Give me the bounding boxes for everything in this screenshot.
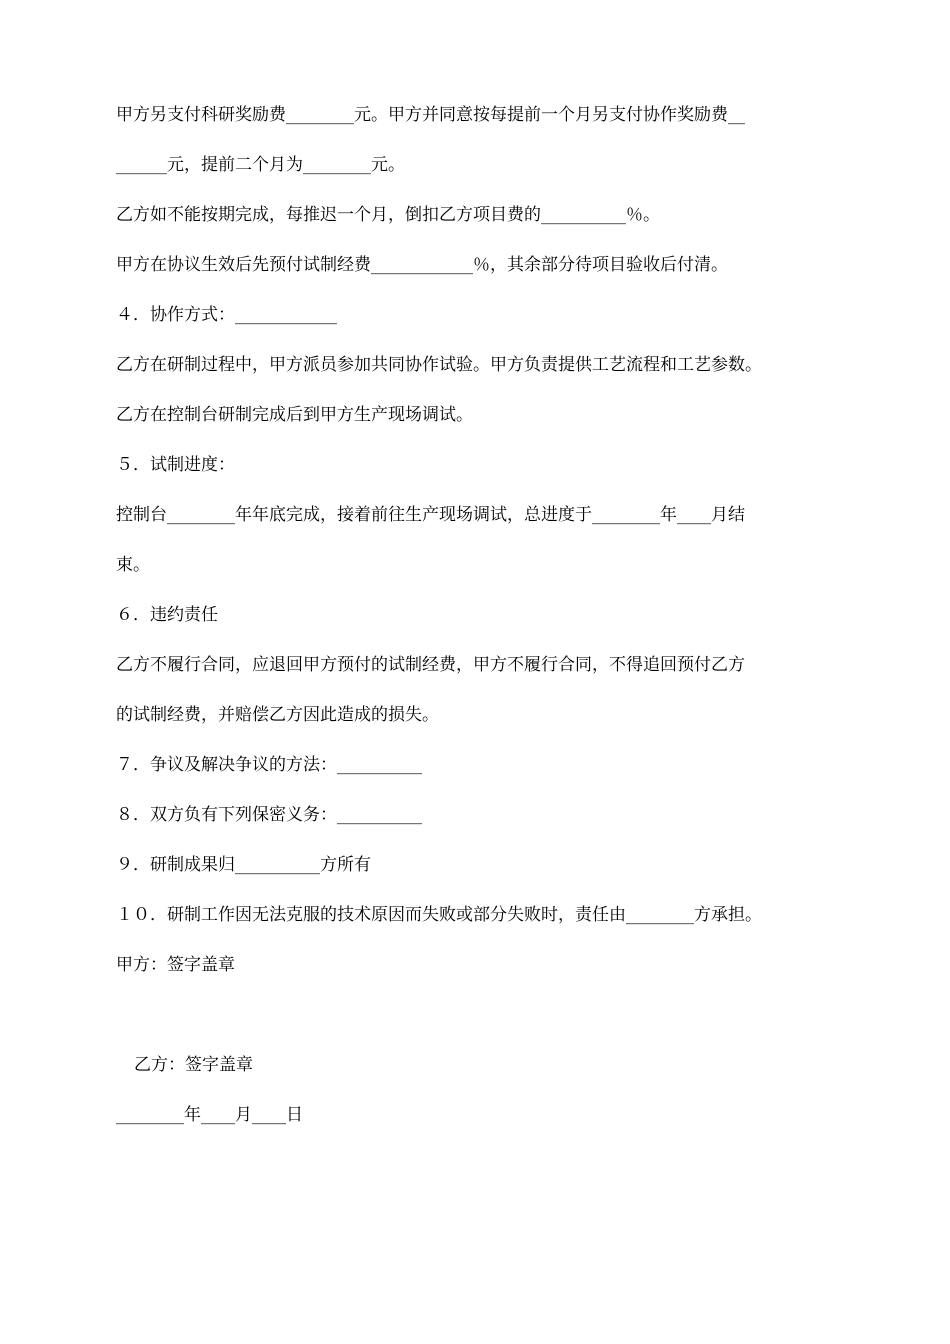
clause-9-result-ownership: ９．研制成果归__________方所有: [116, 855, 371, 875]
clause-10-failure-responsibility: １０．研制工作因无法克服的技术原因而失败或部分失败时，责任由________方承担。: [116, 905, 762, 925]
clause-8-confidentiality: ８．双方负有下列保密义务：__________: [116, 805, 422, 825]
paragraph-onsite-debugging: 乙方在控制台研制完成后到甲方生产现场调试。: [116, 405, 473, 425]
paragraph-schedule-details-continued: 束。: [116, 555, 150, 575]
paragraph-schedule-details: 控制台________年年底完成，接着前往生产现场调试，总进度于________年____月结: [116, 505, 745, 525]
paragraph-breach-details: 乙方不履行合同，应退回甲方预付的试制经费，甲方不履行合同，不得追回预付乙方: [116, 655, 745, 675]
paragraph-breach-details-continued: 的试制经费，并赔偿乙方因此造成的损失。: [116, 705, 439, 725]
paragraph-cooperation-details: 乙方在研制过程中，甲方派员参加共同协作试验。甲方负责提供工艺流程和工艺参数。: [116, 355, 762, 375]
signature-date: ________年____月____日: [116, 1105, 303, 1125]
clause-4-cooperation-method: ４．协作方式：____________: [116, 305, 337, 325]
paragraph-reward-fee-continued: ______元，提前二个月为________元。: [116, 155, 405, 175]
clause-5-trial-schedule: ５．试制进度：: [116, 455, 235, 475]
paragraph-reward-fee: 甲方另支付科研奖励费________元。甲方并同意按每提前一个月另支付协作奖励费__: [116, 105, 745, 125]
clause-6-breach-liability: ６．违约责任: [116, 605, 218, 625]
party-a-signature: 甲方：签字盖章: [116, 955, 235, 975]
clause-7-dispute-resolution: ７．争议及解决争议的方法：__________: [116, 755, 422, 775]
party-b-signature: 乙方：签字盖章: [134, 1055, 253, 1075]
paragraph-delay-penalty: 乙方如不能按期完成，每推迟一个月，倒扣乙方项目费的__________％。: [116, 205, 660, 225]
paragraph-prepayment: 甲方在协议生效后先预付试制经费____________％，其余部分待项目验收后付清。: [116, 255, 728, 275]
